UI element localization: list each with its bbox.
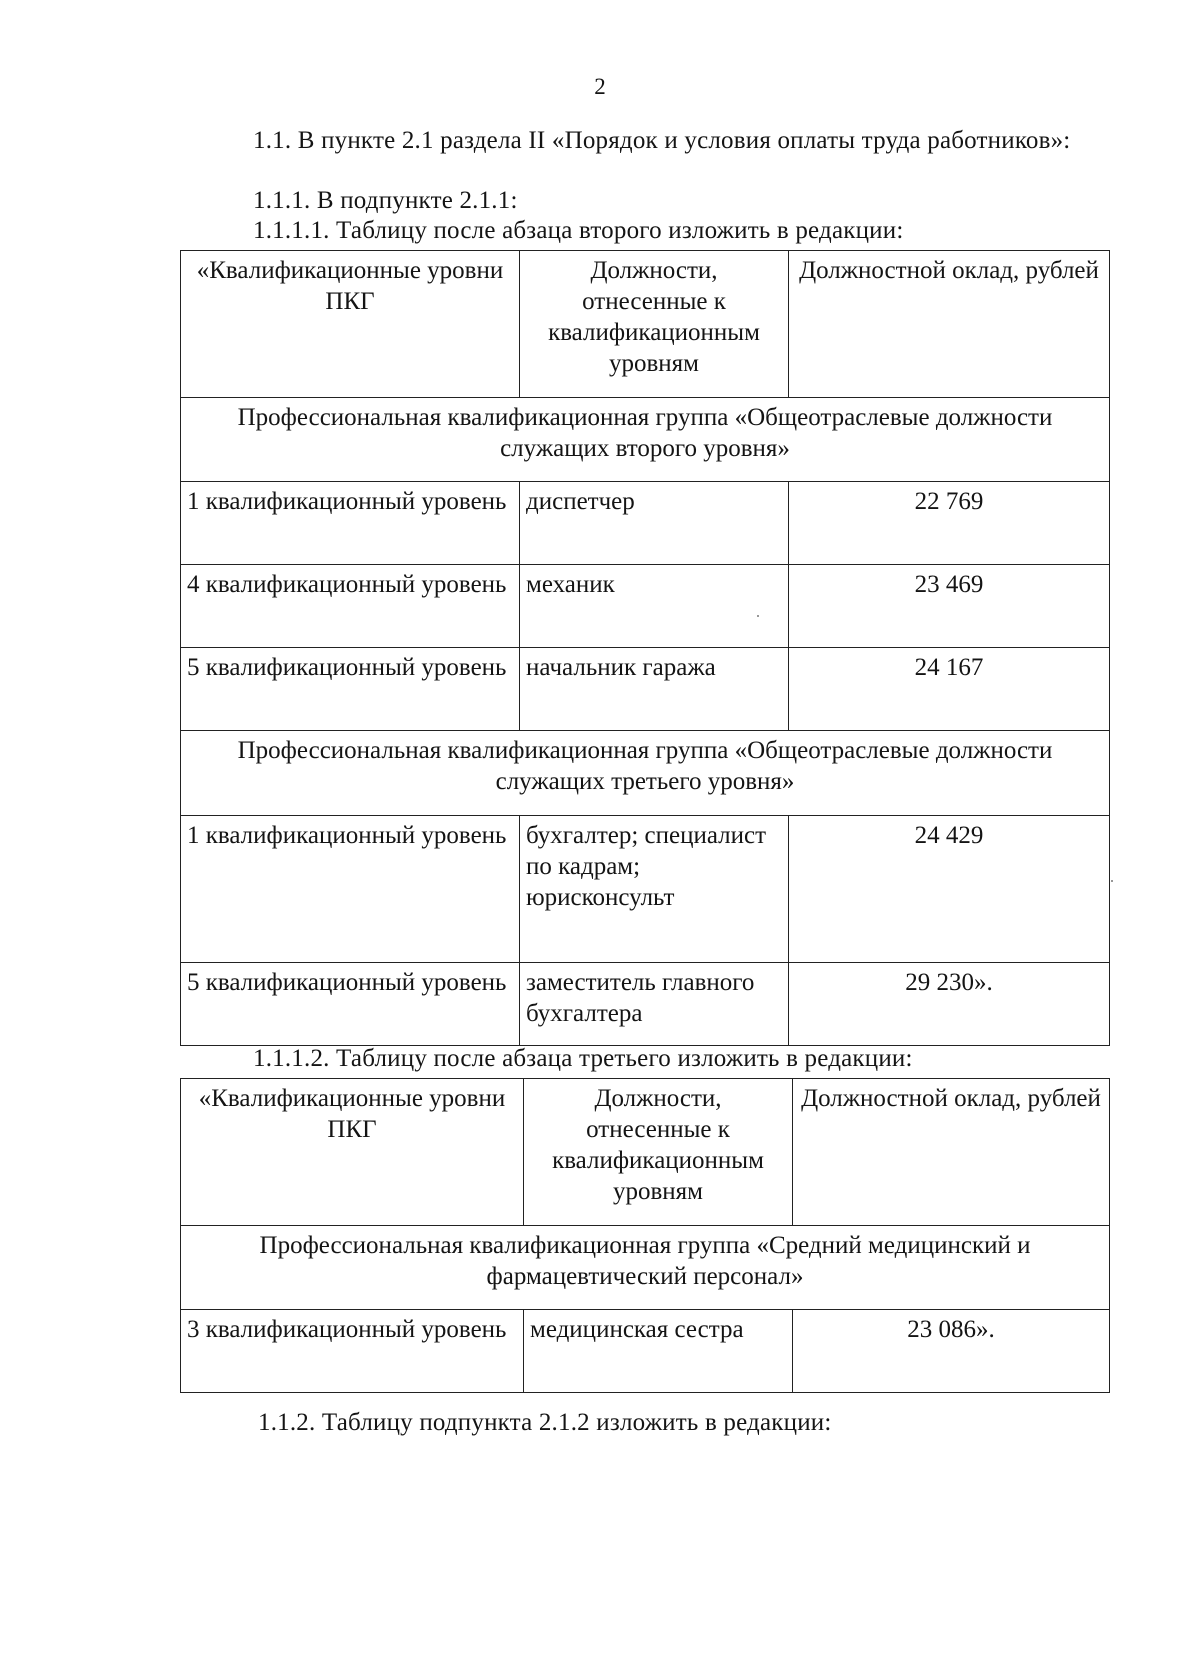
position-cell: диспетчер	[520, 482, 789, 565]
position-cell: бухгалтер; специалист по кадрам; юрисконсульт	[520, 816, 789, 963]
paragraph-1-1-2: 1.1.2. Таблицу подпункта 2.1.2 изложить в редакции:	[258, 1409, 832, 1436]
level-cell: 5 квалификационный уровень	[181, 963, 520, 1046]
salary-table-1	[180, 250, 1110, 1046]
level-cell: 4 квалификационный уровень	[181, 565, 520, 648]
table-header-row	[181, 1079, 1110, 1226]
header-salary: Должностной оклад, рублей	[789, 251, 1110, 398]
scan-speck	[1111, 880, 1113, 882]
paragraph-1-1: 1.1. В пункте 2.1 раздела II «Порядок и условия оплаты труда работников»:	[253, 127, 1071, 154]
table-row	[181, 482, 1110, 565]
group-title: Профессиональная квалификационная группа «Общеотраслевые должности служащих третьего уровня»	[181, 731, 1110, 816]
salary-cell: 23 086».	[793, 1310, 1110, 1393]
level-cell: 5 квалификационный уровень	[181, 648, 520, 731]
paragraph-1-1-1-1: 1.1.1.1. Таблицу после абзаца второго изложить в редакции:	[253, 217, 904, 244]
header-positions: Должности, отнесенные к квалификационным уровням	[520, 251, 789, 398]
level-cell: 1 квалификационный уровень	[181, 482, 520, 565]
level-cell: 3 квалификационный уровень	[181, 1310, 524, 1393]
position-cell: механик	[520, 565, 789, 648]
paragraph-1-1-1-2: 1.1.1.2. Таблицу после абзаца третьего изложить в редакции:	[253, 1045, 913, 1072]
group-row	[181, 398, 1110, 482]
table-row	[181, 963, 1110, 1046]
table-row	[181, 565, 1110, 648]
level-cell: 1 квалификационный уровень	[181, 816, 520, 963]
group-title: Профессиональная квалификационная группа «Общеотраслевые должности служащих второго уровня»	[181, 398, 1110, 482]
paragraph-1-1-1: 1.1.1. В подпункте 2.1.1:	[253, 187, 518, 214]
position-cell: начальник гаража	[520, 648, 789, 731]
group-row	[181, 1226, 1110, 1310]
page-number: 2	[594, 74, 606, 99]
table-row	[181, 816, 1110, 963]
header-positions: Должности, отнесенные к квалификационным уровням	[524, 1079, 793, 1226]
position-cell: заместитель главного бухгалтера	[520, 963, 789, 1046]
position-cell: медицинская сестра	[524, 1310, 793, 1393]
group-title: Профессиональная квалификационная группа «Средний медицинский и фармацевтический персонал»	[181, 1226, 1110, 1310]
table-row	[181, 648, 1110, 731]
salary-table-2	[180, 1078, 1110, 1393]
salary-cell: 23 469	[789, 565, 1110, 648]
salary-cell: 24 167	[789, 648, 1110, 731]
header-levels: «Квалификационные уровни ПКГ	[181, 251, 520, 398]
group-row	[181, 731, 1110, 816]
table-header-row	[181, 251, 1110, 398]
header-salary: Должностной оклад, рублей	[793, 1079, 1110, 1226]
salary-cell: 24 429	[789, 816, 1110, 963]
salary-cell: 22 769	[789, 482, 1110, 565]
scan-speck	[757, 615, 759, 617]
table-row	[181, 1310, 1110, 1393]
header-levels: «Квалификационные уровни ПКГ	[181, 1079, 524, 1226]
salary-cell: 29 230».	[789, 963, 1110, 1046]
